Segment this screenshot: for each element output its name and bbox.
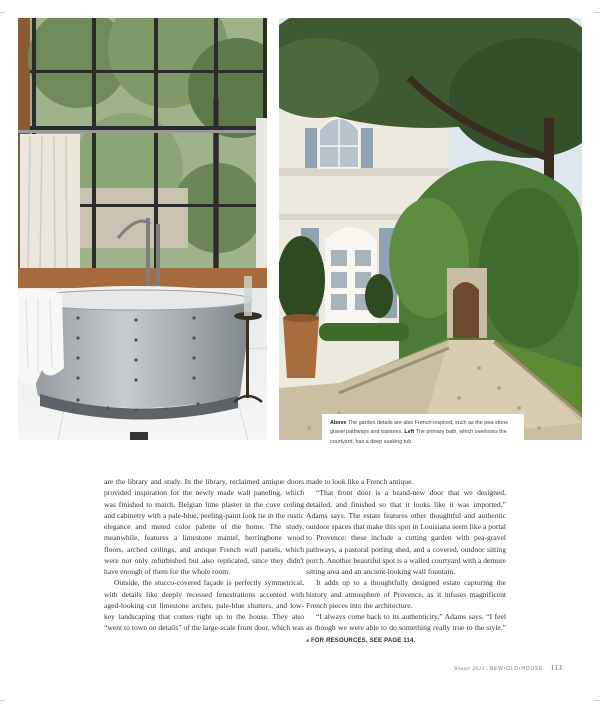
bathtub-photo bbox=[18, 18, 267, 440]
resources-note: FOR RESOURCES, SEE PAGE 114. bbox=[310, 637, 416, 644]
crop-mark bbox=[594, 12, 600, 13]
body-paragraph: “That front door is a brand-new door that we designed, detailed, and finished so that it looks like it was imported,” Adams says. The estate features other thoughtful and authentic outdoor spaces that make this spot in Louisiana seem like a portal to Provence: these include a cutting garden with pea-gravel pathways, a pastoral potting shed, and a covered, outdoor sitting porch. Another beautiful spot is a walled courtyard with a demure sitting area and an ancient-looking wall fountain. bbox=[306, 488, 506, 576]
body-paragraph: are the library and study. In the library, reclaimed antique doors provided inspiration for the newly made wall paneling, which was finished to match. Belgian lime plaster in the cove ceiling and cabinetry with a pale-blue, peeling-paint look tie in the rustic elegance and muted color palette of the home. The study, meanwhile, features a limestone mantel, herringbone wood floors, arched ceilings, and antique French wall panels, which were not only refurbished but also replicated, since they didn't have enough of them for the whole room. bbox=[104, 477, 304, 576]
courtyard-garden-illustration bbox=[279, 18, 582, 440]
caption-text-left: The primary bath, which overlooks the courtyard, has a deep soaking tub. bbox=[330, 429, 507, 445]
issue-date: Winter 2022 bbox=[453, 666, 485, 672]
body-paragraph: It adds up to a thoughtfully designed estate capturing the history and atmosphere of Provence, as it infuses magnificent French pieces into the architecture. bbox=[306, 578, 506, 610]
body-paragraph-final-text: “I always come back to its authenticity,” Adams says. “I feel as though we were able to do something really true to the style.” bbox=[306, 612, 506, 633]
crop-mark bbox=[0, 12, 5, 13]
caption-label-above: Above bbox=[330, 420, 347, 426]
body-paragraph: made to look like a French antique. bbox=[306, 477, 414, 486]
body-paragraph-final bbox=[306, 611, 506, 647]
page-number: 113 bbox=[550, 664, 562, 672]
caption-label-left: Left bbox=[404, 429, 415, 436]
magazine-name: NEW•OLD•HOUSE bbox=[489, 666, 544, 672]
crop-mark bbox=[594, 700, 600, 701]
body-column-right bbox=[306, 476, 506, 647]
body-paragraph: Outside, the stucco-covered façade is perfectly symmetrical, with details like deeply recessed fenestrations accented with aged-looking cut limestone arches, pale-blue shutters, and low-key landscaping that comes right up to the house. They also “went to town on details” of the large-scale front door, which was bbox=[104, 578, 304, 633]
crop-mark bbox=[0, 700, 5, 701]
folio-separator: | bbox=[486, 666, 488, 672]
photo-caption bbox=[322, 414, 524, 452]
page-folio bbox=[454, 664, 562, 672]
end-mark: ■ bbox=[306, 638, 310, 644]
bathtub-photo-illustration bbox=[18, 18, 267, 440]
courtyard-garden-photo bbox=[279, 18, 582, 440]
body-column-left bbox=[104, 476, 304, 634]
caption-text-above: The garden details are also French-inspired, such as the pea-stone gravel pathways and topiaries. bbox=[330, 420, 509, 436]
